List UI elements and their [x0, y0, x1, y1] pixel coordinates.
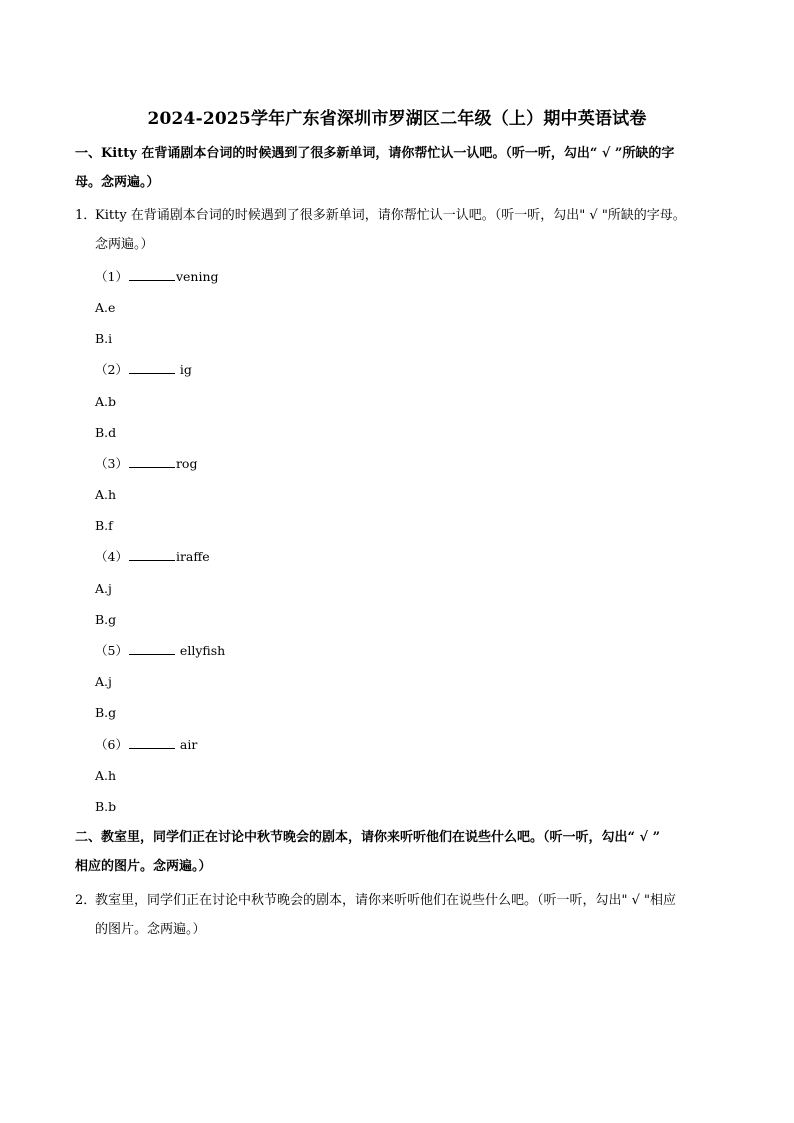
item-3-option-a[interactable]: A.h	[95, 487, 117, 502]
item-label: （4）	[95, 549, 128, 564]
item-1-option-a[interactable]: A.e	[95, 300, 116, 315]
item-4-option-a[interactable]: A.j	[95, 581, 112, 596]
page-title: 2024-2025学年广东省深圳市罗湖区二年级（上）期中英语试卷	[147, 109, 647, 129]
item-3-option-b[interactable]: B.f	[95, 518, 113, 533]
answer-blank[interactable]	[129, 736, 175, 749]
section-2-heading	[75, 823, 725, 881]
answer-blank[interactable]	[129, 268, 175, 281]
item-word: rog	[175, 456, 198, 471]
item-6-option-b[interactable]: B.b	[95, 799, 117, 814]
item-2	[95, 360, 192, 380]
question-1	[75, 201, 725, 259]
item-3	[95, 454, 197, 474]
item-word: ig	[175, 362, 192, 377]
item-5	[95, 641, 225, 661]
item-2-option-a[interactable]: A.b	[95, 394, 117, 409]
item-4	[95, 547, 210, 567]
section-1-line-2: 母。念两遍。）	[75, 175, 160, 190]
item-label: （6）	[95, 737, 128, 752]
answer-blank[interactable]	[129, 361, 175, 374]
item-label: （3）	[95, 456, 128, 471]
question-2-number: 2．	[75, 893, 97, 908]
answer-blank[interactable]	[129, 642, 175, 655]
question-1-line-1: Kitty 在背诵剧本台词的时候遇到了很多新单词，请你帮忙认一认吧。（听一听，勾出" √ "所缺的字母。	[95, 208, 686, 223]
answer-blank[interactable]	[129, 455, 175, 468]
item-5-option-a[interactable]: A.j	[95, 674, 112, 689]
question-1-number: 1．	[75, 208, 97, 223]
section-1-line-1: 一、Kitty 在背诵剧本台词的时候遇到了很多新单词，请你帮忙认一认吧。（听一听，勾出“ √ ”所缺的字	[75, 146, 675, 161]
answer-blank[interactable]	[129, 548, 175, 561]
section-1-heading	[75, 139, 725, 197]
item-word: ellyfish	[175, 643, 226, 658]
item-5-option-b[interactable]: B.g	[95, 705, 117, 720]
item-4-option-b[interactable]: B.g	[95, 612, 117, 627]
item-2-option-b[interactable]: B.d	[95, 425, 117, 440]
section-2-line-1: 二、教室里，同学们正在讨论中秋节晚会的剧本，请你来听听他们在说些什么吧。（听一听，勾出“ √ ”	[75, 830, 661, 845]
item-word: air	[175, 737, 198, 752]
question-2-line-1: 教室里，同学们正在讨论中秋节晚会的剧本，请你来听听他们在说些什么吧。（听一听，勾出" √ "相应	[95, 893, 677, 908]
section-2-line-2: 相应的图片。念两遍。）	[75, 859, 212, 874]
item-1	[95, 267, 219, 287]
question-1-line-2: 念两遍。）	[95, 237, 154, 252]
question-2-line-2: 的图片。念两遍。）	[95, 922, 206, 937]
question-2	[75, 886, 725, 944]
item-6-option-a[interactable]: A.h	[95, 768, 117, 783]
item-label: （2）	[95, 362, 128, 377]
item-1-option-b[interactable]: B.i	[95, 331, 113, 346]
item-label: （5）	[95, 643, 128, 658]
item-6	[95, 735, 197, 755]
item-word: iraffe	[175, 549, 210, 564]
item-word: vening	[175, 269, 219, 284]
item-label: （1）	[95, 269, 128, 284]
